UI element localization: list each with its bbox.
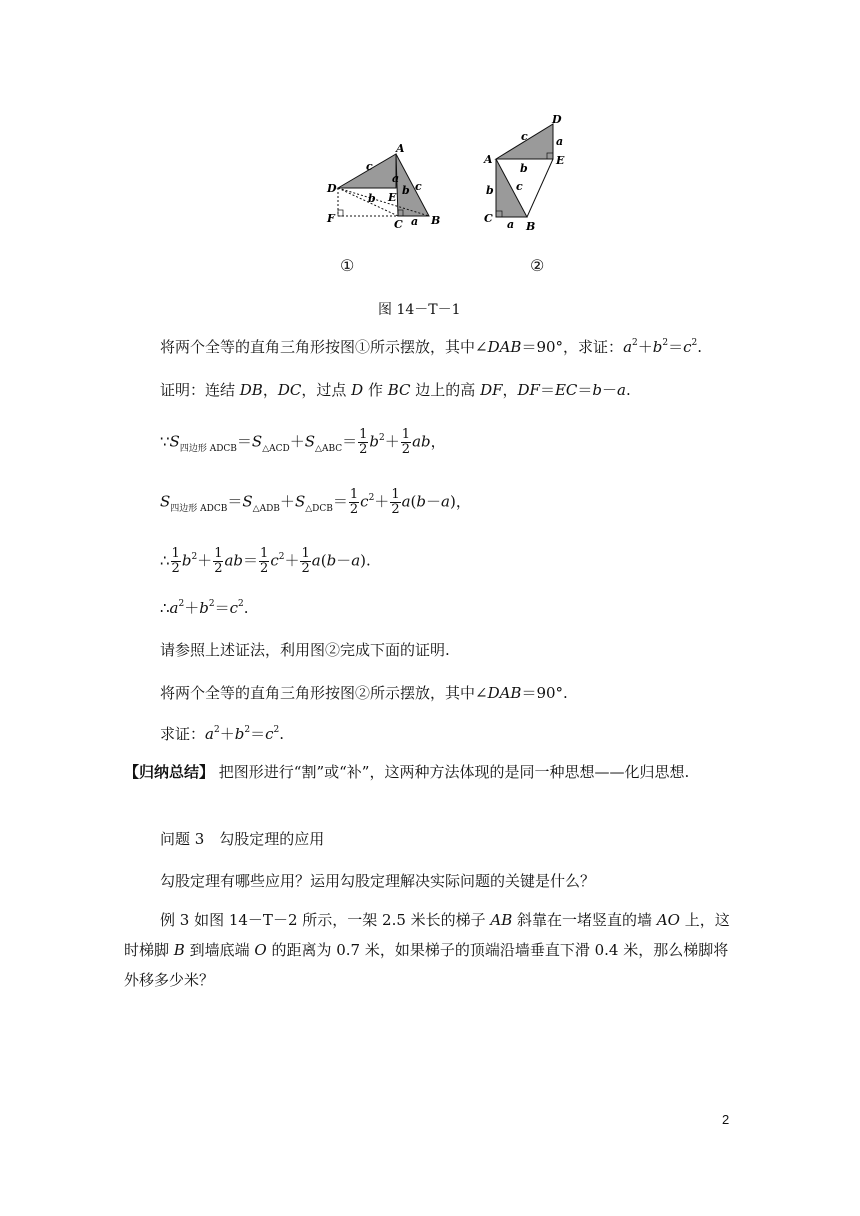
fig2-label-D: D [552,113,562,126]
text-line-3: $\because S_{四边形 ADCB}=S_{\triangle ACD}+S_{\triangle ABC}=$ $\frac{1}{2}$ $b^2+$ $\frac{1}{2}$ ab， [160,427,446,457]
text-line-2: 证明：连结 DB，DC，过点 D 作 BC 边上的高 DF，DF＝EC＝b－a. [160,381,631,399]
text-line-7: 请参照上述证法，利用图②完成下面的证明. [160,641,450,659]
fig2-label-c2: c [516,180,523,193]
figure-1-caption: ① [340,256,355,275]
fig1-label-c2: c [415,180,422,193]
text-line-4: $S_{四边形 ADCB}=S_{\triangle ADB}+S_{\triangle DCB}=$ $\frac{1}{2}$ $c^2+$ $\frac{1}{2}$ a(b－a)， [160,487,471,517]
fig1-label-F: F [327,212,335,225]
text-line-9: 求证：$a^2+b^2=c^2$. [160,725,284,743]
fig2-label-A: A [484,153,493,166]
fig1-label-B: B [431,214,441,227]
fig1-label-D: D [327,182,337,195]
fig2-label-b1: b [520,162,528,175]
example-3-paragraph: 例 3 如图 14－T－2 所示，一架 2.5 米长的梯子 AB 斜靠在一堵竖直的墙 AO 上，这时梯脚 B 到墙底端 O 的距离为 0.7 米，如果梯子的顶端沿墙垂直下滑 0.4 米，那么梯脚将外移多少米？ [124,911,730,989]
fig2-label-a1: a [556,135,564,148]
fig1-label-a2: a [411,215,419,228]
fig1-label-a1: a [392,172,400,185]
fig2-label-C: C [484,212,493,225]
fig1-label-A: A [396,142,405,155]
fig2-label-b2: b [486,184,494,197]
text-line-6: $\therefore a^2+b^2=c^2$. [160,599,249,617]
question-3-body: 勾股定理有哪些应用？运用勾股定理解决实际问题的关键是什么？ [160,872,596,890]
figure-2 [478,112,578,234]
figure-1 [320,138,450,234]
summary-paragraph: 【归纳总结】 把图形进行“割”或“补”，这两种方法体现的是同一种思想——化归思想. [124,763,690,781]
fig2-label-B: B [526,220,536,233]
figure-2-caption: ② [530,256,545,275]
fig1-label-c1: c [366,160,373,173]
figure-title: 图 14－T－1 [378,302,461,318]
fig2-label-a2: a [507,218,515,231]
text-line-5: ∴ $\frac{1}{2}$ $b^2+$ $\frac{1}{2}$ ab＝ $\frac{1}{2}$ $c^2+$ $\frac{1}{2}$ a(b－a). [160,546,371,576]
fig1-label-E: E [388,191,397,204]
fig1-label-b1: b [368,192,376,205]
fig1-label-b2: b [402,184,410,197]
text-line-8: 将两个全等的直角三角形按图②所示摆放，其中∠DAB＝90°. [160,684,568,702]
fig2-label-E: E [556,154,565,167]
text-line-1: 将两个全等的直角三角形按图①所示摆放，其中∠DAB＝90°，求证：$a^2+b^2=c^2$. [160,338,703,356]
question-3-title: 问题 3 勾股定理的应用 [160,830,325,848]
fig1-label-C: C [394,218,403,231]
fig2-label-c1: c [521,130,528,143]
page-number: 2 [722,1112,730,1127]
